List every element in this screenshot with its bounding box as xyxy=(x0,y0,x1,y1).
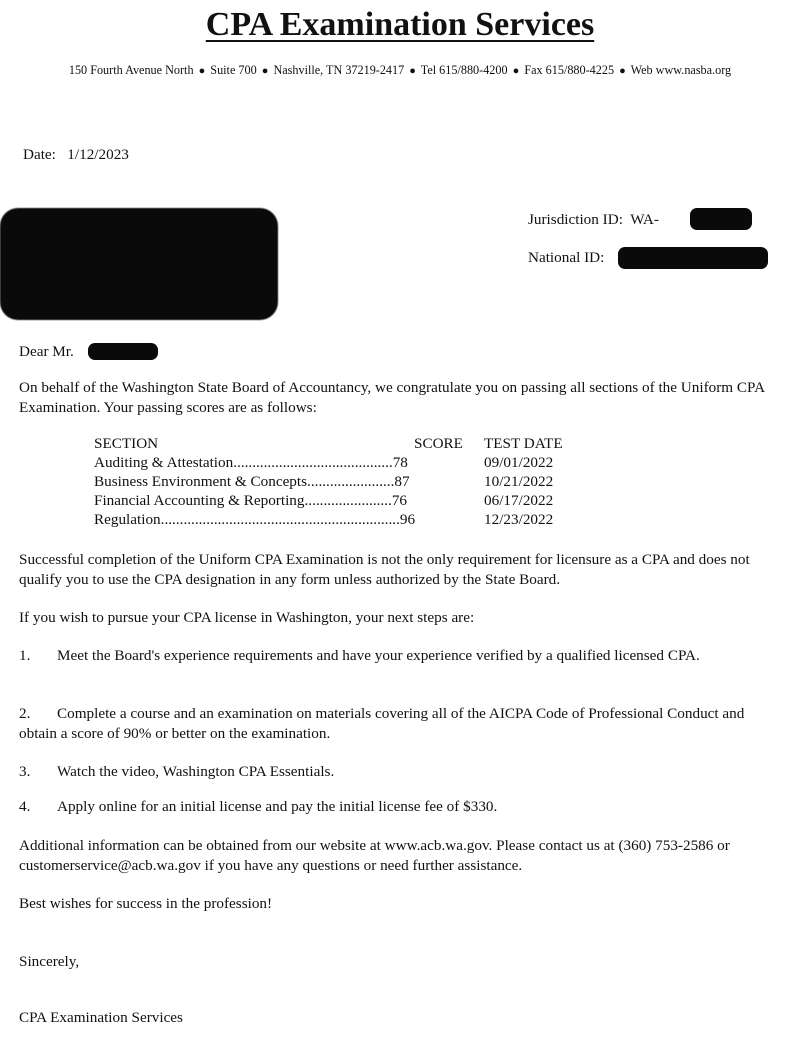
list-item xyxy=(19,646,779,666)
dot-leader: .......................................... xyxy=(233,454,393,471)
address-suite: Suite 700 xyxy=(210,63,257,77)
closing: Sincerely, xyxy=(19,953,80,970)
score-value: 96 xyxy=(399,511,416,528)
table-row xyxy=(94,453,594,472)
score-date: 09/01/2022 xyxy=(484,454,554,471)
letter-date xyxy=(23,145,783,165)
list-item xyxy=(19,797,779,817)
score-date: 06/17/2022 xyxy=(484,492,554,509)
score-value: 76 xyxy=(391,492,407,509)
bullet-dot-icon: ● xyxy=(198,65,206,77)
table-row xyxy=(94,510,594,529)
score-section: Auditing & Attestation xyxy=(94,454,234,471)
scores-header-row xyxy=(94,434,594,453)
step-text: Complete a course and an examination on materials covering all of the AICPA Code of Professional Conduct and obtain a score of 90% or better on the examination. xyxy=(19,705,745,742)
score-value: 87 xyxy=(394,473,410,490)
score-value: 78 xyxy=(392,454,408,471)
letterhead-title: CPA Examination Services xyxy=(205,6,595,43)
bullet-dot-icon: ● xyxy=(409,65,416,77)
header-score: SCORE xyxy=(414,435,463,452)
national-label: National ID: xyxy=(528,249,605,266)
contact-paragraph: Additional information can be obtained from our website at www.acb.wa.gov. Please contact us at (360) 753-2586 or customerservice@acb.wa.gov if you have any questions or need further assistance. xyxy=(19,837,730,874)
signature: CPA Examination Services xyxy=(19,1009,183,1026)
score-section: Business Environment & Concepts xyxy=(94,473,308,490)
redacted-jurisdiction-id xyxy=(690,208,752,230)
score-date: 10/21/2022 xyxy=(484,473,554,490)
header-test-date: TEST DATE xyxy=(484,435,563,452)
step-text: Watch the video, Washington CPA Essentials. xyxy=(57,763,335,780)
address-fax: Fax 615/880-4225 xyxy=(524,63,615,77)
address-city: Nashville, TN 37219-2417 xyxy=(273,63,405,77)
address-street: 150 Fourth Avenue North xyxy=(68,63,194,77)
step-text: Apply online for an initial license and pay the initial license fee of $330. xyxy=(57,798,498,815)
scores-table xyxy=(94,434,594,529)
redacted-national-id xyxy=(618,247,768,269)
jurisdiction-label: Jurisdiction ID: xyxy=(528,211,623,228)
disclaimer-paragraph: Successful completion of the Uniform CPA Examination is not the only requirement for licensure as a CPA and does not qualify you to use the CPA designation in any form unless authorized by the State Board. xyxy=(19,551,750,588)
table-row xyxy=(94,472,594,491)
step-number: 4. xyxy=(19,798,31,815)
bullet-dot-icon: ● xyxy=(261,65,269,77)
score-section: Regulation xyxy=(94,511,161,528)
list-item xyxy=(19,704,779,744)
letterhead-address xyxy=(0,63,800,78)
header-section: SECTION xyxy=(94,435,159,452)
steps-intro: If you wish to pursue your CPA license in Washington, your next steps are: xyxy=(19,609,475,626)
step-text: Meet the Board's experience requirements and have your experience verified by a qualified licensed CPA. xyxy=(57,647,700,664)
date-value: 1/12/2023 xyxy=(67,146,129,163)
address-tel: Tel 615/880-4200 xyxy=(420,63,508,77)
bullet-dot-icon: ● xyxy=(619,65,626,77)
step-number: 1. xyxy=(19,647,31,664)
table-row xyxy=(94,491,594,510)
address-web: Web www.nasba.org xyxy=(630,63,732,77)
list-item xyxy=(19,762,779,782)
best-wishes: Best wishes for success in the profession! xyxy=(19,895,273,912)
dot-leader: ....................... xyxy=(304,492,392,509)
score-date: 12/23/2022 xyxy=(484,511,554,528)
jurisdiction-prefix: WA- xyxy=(630,211,659,228)
date-label: Date: xyxy=(23,146,56,163)
redacted-address-block xyxy=(0,208,278,320)
step-number: 2. xyxy=(19,705,31,722)
step-number: 3. xyxy=(19,763,31,780)
salutation: Dear Mr. xyxy=(19,343,74,360)
redacted-name xyxy=(88,343,158,360)
dot-leader: ............................................................... xyxy=(160,511,400,528)
bullet-dot-icon: ● xyxy=(512,65,520,77)
intro-paragraph: On behalf of the Washington State Board of Accountancy, we congratulate you on passing all sections of the Uniform CPA Examination. Your passing scores are as follows: xyxy=(19,379,765,416)
score-section: Financial Accounting & Reporting xyxy=(94,492,305,509)
dot-leader: ....................... xyxy=(307,473,395,490)
